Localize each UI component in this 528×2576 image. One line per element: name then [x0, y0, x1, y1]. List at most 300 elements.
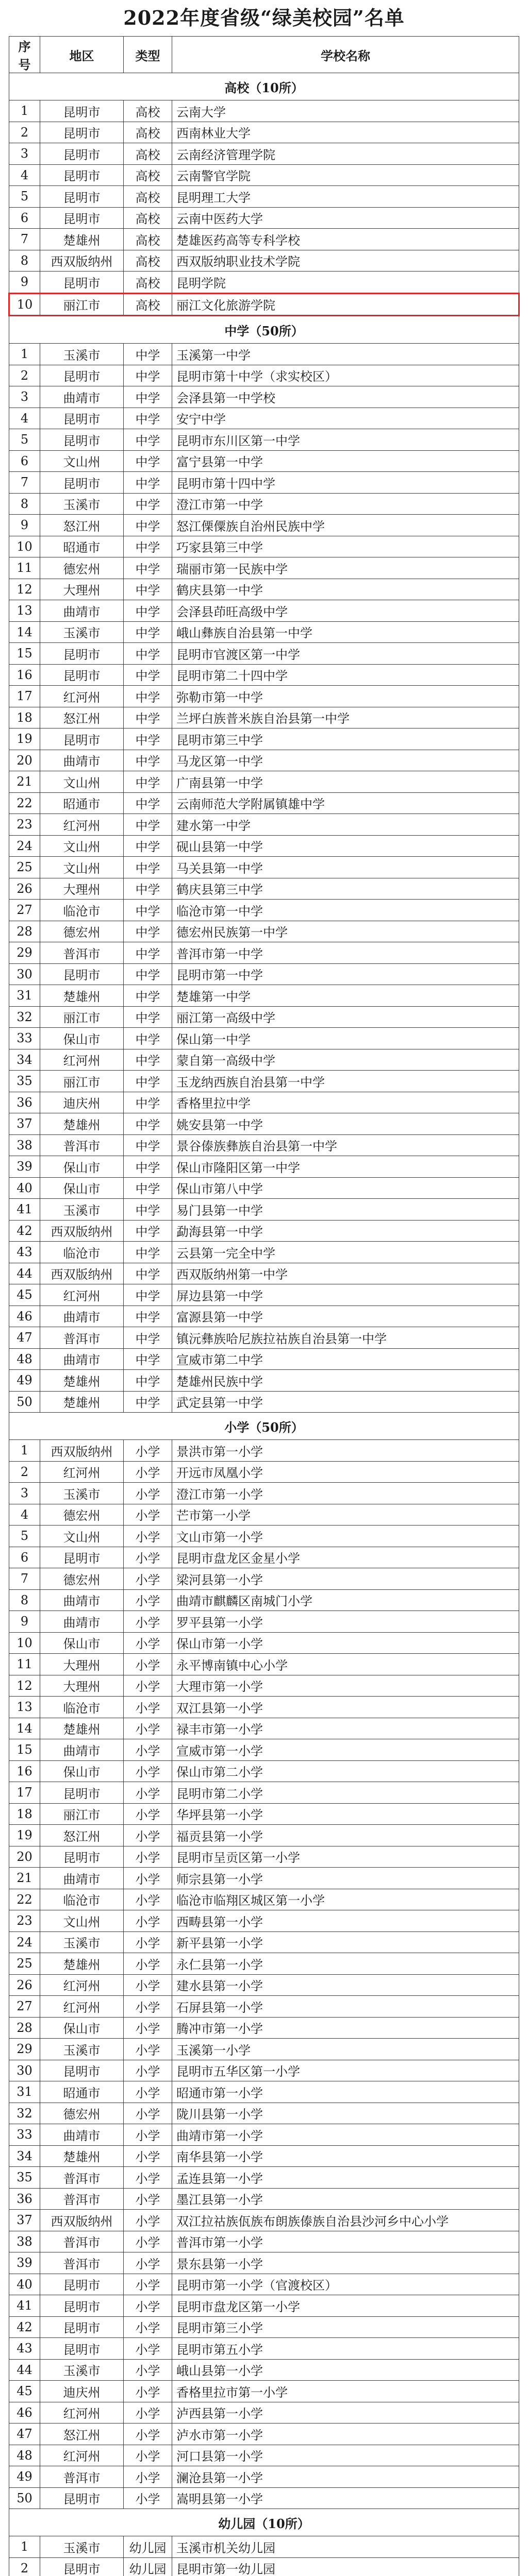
cell-school: 西双版纳职业技术学院: [172, 250, 519, 272]
cell-no: 4: [9, 1504, 40, 1526]
cell-region: 昆明市: [40, 2338, 124, 2360]
cell-type: 小学: [124, 2252, 172, 2274]
cell-region: 保山市: [40, 1632, 124, 1654]
cell-no: 5: [9, 429, 40, 451]
cell-region: 红河州: [40, 1461, 124, 1483]
cell-no: 7: [9, 1568, 40, 1590]
header-region: 地区: [40, 37, 124, 73]
cell-school: 马龙区第一中学: [172, 750, 519, 771]
cell-no: 44: [9, 1263, 40, 1284]
table-row: [9, 2274, 519, 2295]
cell-type: 小学: [124, 1611, 172, 1633]
table-row: [9, 2231, 519, 2252]
cell-type: 小学: [124, 2167, 172, 2189]
cell-region: 保山市: [40, 1156, 124, 1178]
cell-no: 40: [9, 1177, 40, 1199]
cell-region: 昆明市: [40, 429, 124, 451]
cell-type: 小学: [124, 1825, 172, 1846]
cell-school: 昆明市五华区第一小学: [172, 2060, 519, 2081]
cell-type: 中学: [124, 1177, 172, 1199]
cell-region: 临沧市: [40, 1697, 124, 1718]
cell-type: 中学: [124, 1242, 172, 1263]
table-row: [9, 1306, 519, 1327]
cell-school: 德宏州民族第一中学: [172, 921, 519, 942]
cell-region: 玉溪市: [40, 1483, 124, 1504]
cell-region: 玉溪市: [40, 621, 124, 643]
cell-type: 中学: [124, 1028, 172, 1049]
cell-region: 普洱市: [40, 1327, 124, 1349]
cell-no: 34: [9, 2145, 40, 2167]
cell-type: 高校: [124, 207, 172, 229]
table-row: [9, 579, 519, 600]
cell-school: 昆明市第十四中学: [172, 472, 519, 494]
cell-no: 15: [9, 1739, 40, 1761]
table-row: [9, 272, 519, 294]
table-row: [9, 2252, 519, 2274]
cell-region: 昆明市: [40, 643, 124, 665]
cell-school: 罗平县第一小学: [172, 1611, 519, 1633]
cell-region: 昆明市: [40, 963, 124, 985]
table-row: [9, 963, 519, 985]
cell-type: 中学: [124, 942, 172, 964]
table-row: [9, 2487, 519, 2509]
cell-type: 中学: [124, 1006, 172, 1028]
cell-school: 丽江文化旅游学院: [172, 293, 519, 316]
cell-school: 西畴县第一小学: [172, 1910, 519, 1932]
cell-region: 怒江州: [40, 2424, 124, 2445]
cell-type: 中学: [124, 921, 172, 942]
cell-no: 30: [9, 963, 40, 985]
table-row: [9, 1718, 519, 1739]
table-row: [9, 707, 519, 728]
cell-school: 禄丰市第一小学: [172, 1718, 519, 1739]
cell-type: 中学: [124, 1113, 172, 1135]
cell-no: 14: [9, 621, 40, 643]
cell-region: 文山州: [40, 1526, 124, 1547]
section-label: 幼儿园（10所）: [9, 2509, 519, 2536]
cell-school: 玉溪市机关幼儿园: [172, 2536, 519, 2558]
table-row: [9, 515, 519, 536]
table-row: [9, 450, 519, 472]
table-row: [9, 1739, 519, 1761]
cell-type: 小学: [124, 2487, 172, 2509]
cell-no: 3: [9, 386, 40, 408]
cell-no: 9: [9, 1611, 40, 1633]
cell-school: 文山市第一小学: [172, 1526, 519, 1547]
cell-region: 红河州: [40, 686, 124, 707]
cell-region: 楚雄州: [40, 1113, 124, 1135]
cell-school: 泸水市第一小学: [172, 2424, 519, 2445]
table-row: [9, 100, 519, 122]
table-row: [9, 2402, 519, 2424]
cell-no: 38: [9, 1134, 40, 1156]
cell-school: 建水第一中学: [172, 814, 519, 836]
cell-school: 临沧市临翔区城区第一小学: [172, 1889, 519, 1910]
cell-school: 澜沧县第一小学: [172, 2466, 519, 2488]
cell-type: 中学: [124, 450, 172, 472]
cell-region: 临沧市: [40, 1889, 124, 1910]
cell-type: 高校: [124, 293, 172, 316]
table-row: [9, 2445, 519, 2466]
table-row: [9, 686, 519, 707]
cell-school: 姚安县第一中学: [172, 1113, 519, 1135]
cell-no: 6: [9, 450, 40, 472]
table-row: [9, 2424, 519, 2445]
cell-type: 小学: [124, 1568, 172, 1590]
table-row: [9, 1760, 519, 1782]
cell-region: 普洱市: [40, 2188, 124, 2210]
table-body: [9, 73, 519, 2576]
cell-region: 保山市: [40, 2017, 124, 2039]
cell-type: 中学: [124, 814, 172, 836]
cell-no: 42: [9, 2316, 40, 2338]
table-row: [9, 1327, 519, 1349]
cell-no: 33: [9, 1028, 40, 1049]
cell-region: 丽江市: [40, 293, 124, 316]
cell-school: 南华县第一小学: [172, 2145, 519, 2167]
cell-no: 11: [9, 1654, 40, 1675]
cell-type: 小学: [124, 2424, 172, 2445]
cell-no: 6: [9, 1547, 40, 1568]
cell-no: 4: [9, 164, 40, 186]
table-row: [9, 1803, 519, 1825]
cell-no: 12: [9, 579, 40, 600]
cell-school: 云南警官学院: [172, 164, 519, 186]
table-row: [9, 2295, 519, 2317]
cell-no: 2: [9, 122, 40, 143]
cell-no: 8: [9, 1589, 40, 1611]
section-label: 高校（10所）: [9, 73, 519, 100]
section-label: 中学（50所）: [9, 316, 519, 344]
cell-region: 西双版纳州: [40, 1440, 124, 1462]
cell-type: 小学: [124, 1526, 172, 1547]
cell-no: 24: [9, 1931, 40, 1953]
cell-school: 昆明市盘龙区第一小学: [172, 2295, 519, 2317]
cell-type: 幼儿园: [124, 2557, 172, 2576]
table-row: [9, 229, 519, 250]
table-row: [9, 900, 519, 921]
cell-no: 38: [9, 2231, 40, 2252]
cell-school: 玉龙纳西族自治县第一中学: [172, 1071, 519, 1092]
table-row: [9, 1825, 519, 1846]
cell-type: 中学: [124, 1049, 172, 1071]
cell-school: 双江拉祜族佤族布朗族傣族自治县沙河乡中心小学: [172, 2210, 519, 2231]
cell-school: 香格里拉中学: [172, 1092, 519, 1113]
cell-school: 普洱市第一小学: [172, 2231, 519, 2252]
cell-school: 楚雄州民族中学: [172, 1370, 519, 1392]
cell-no: 1: [9, 100, 40, 122]
cell-no: 5: [9, 1526, 40, 1547]
cell-no: 37: [9, 1113, 40, 1135]
cell-school: 永平博南镇中心小学: [172, 1654, 519, 1675]
cell-school: 开远市凤凰小学: [172, 1461, 519, 1483]
cell-school: 安宁中学: [172, 408, 519, 429]
cell-no: 23: [9, 1910, 40, 1932]
cell-region: 红河州: [40, 814, 124, 836]
cell-no: 1: [9, 1440, 40, 1462]
table-row: [9, 2145, 519, 2167]
cell-type: 小学: [124, 1632, 172, 1654]
cell-no: 21: [9, 1868, 40, 1889]
table-row: [9, 621, 519, 643]
cell-no: 34: [9, 1049, 40, 1071]
header-no: 序号: [9, 37, 40, 73]
cell-type: 小学: [124, 2381, 172, 2402]
cell-region: 大理州: [40, 1654, 124, 1675]
cell-school: 曲靖市麒麟区南城门小学: [172, 1589, 519, 1611]
cell-school: 云南大学: [172, 100, 519, 122]
cell-school: 师宗县第一小学: [172, 1868, 519, 1889]
cell-region: 玉溪市: [40, 2359, 124, 2381]
cell-region: 丽江市: [40, 1071, 124, 1092]
table-row: [9, 1782, 519, 1804]
table-row: [9, 429, 519, 451]
cell-region: 昆明市: [40, 2274, 124, 2295]
cell-school: 保山第一中学: [172, 1028, 519, 1049]
table-row: [9, 1370, 519, 1392]
cell-school: 昭通市第一小学: [172, 2081, 519, 2103]
cell-no: 49: [9, 1370, 40, 1392]
cell-school: 香格里拉市第一小学: [172, 2381, 519, 2402]
cell-region: 楚雄州: [40, 229, 124, 250]
cell-type: 中学: [124, 579, 172, 600]
cell-type: 中学: [124, 493, 172, 515]
cell-region: 玉溪市: [40, 2039, 124, 2060]
table-row: [9, 985, 519, 1007]
cell-region: 文山州: [40, 857, 124, 878]
section-header: [9, 1413, 519, 1440]
cell-no: 40: [9, 2274, 40, 2295]
section-header: [9, 73, 519, 100]
cell-region: 曲靖市: [40, 600, 124, 622]
table-row: [9, 1199, 519, 1221]
cell-type: 中学: [124, 365, 172, 386]
cell-region: 迪庆州: [40, 2381, 124, 2402]
table-row: [9, 1953, 519, 1975]
cell-type: 小学: [124, 2188, 172, 2210]
cell-type: 中学: [124, 557, 172, 579]
cell-no: 15: [9, 643, 40, 665]
cell-type: 小学: [124, 1782, 172, 1804]
page-title: 2022年度省级“绿美校园”名单: [123, 6, 405, 29]
cell-region: 昆明市: [40, 472, 124, 494]
cell-no: 41: [9, 1199, 40, 1221]
cell-type: 小学: [124, 2445, 172, 2466]
cell-type: 中学: [124, 1220, 172, 1242]
table-row: [9, 1697, 519, 1718]
table-row: [9, 1156, 519, 1178]
cell-region: 保山市: [40, 1760, 124, 1782]
cell-no: 49: [9, 2466, 40, 2488]
table-row: [9, 1028, 519, 1049]
cell-region: 昆明市: [40, 122, 124, 143]
cell-region: 德宏州: [40, 557, 124, 579]
cell-type: 中学: [124, 344, 172, 365]
cell-type: 中学: [124, 600, 172, 622]
table-row: [9, 792, 519, 814]
cell-no: 16: [9, 664, 40, 686]
cell-region: 文山州: [40, 1910, 124, 1932]
cell-region: 大理州: [40, 1675, 124, 1697]
table-row: [9, 493, 519, 515]
table-row: [9, 1846, 519, 1868]
cell-type: 小学: [124, 1739, 172, 1761]
cell-no: 2: [9, 2557, 40, 2576]
table-row: [9, 1675, 519, 1697]
cell-type: 中学: [124, 1370, 172, 1392]
cell-no: 17: [9, 1782, 40, 1804]
cell-school: 勐海县第一中学: [172, 1220, 519, 1242]
cell-region: 红河州: [40, 1974, 124, 1996]
cell-school: 华坪县第一小学: [172, 1803, 519, 1825]
cell-region: 昆明市: [40, 2060, 124, 2081]
table-row: [9, 2103, 519, 2124]
table-row: [9, 2124, 519, 2146]
cell-no: 43: [9, 2338, 40, 2360]
cell-region: 德宏州: [40, 2103, 124, 2124]
cell-school: 景洪市第一小学: [172, 1440, 519, 1462]
table-row: [9, 857, 519, 878]
table-row: [9, 600, 519, 622]
cell-region: 昆明市: [40, 1782, 124, 1804]
cell-school: 澄江市第一小学: [172, 1483, 519, 1504]
cell-type: 小学: [124, 1461, 172, 1483]
table-row: [9, 1974, 519, 1996]
cell-no: 19: [9, 728, 40, 750]
cell-region: 楚雄州: [40, 1391, 124, 1413]
cell-type: 中学: [124, 1156, 172, 1178]
cell-no: 5: [9, 186, 40, 208]
cell-region: 西双版纳州: [40, 1263, 124, 1284]
cell-no: 4: [9, 408, 40, 429]
cell-type: 中学: [124, 900, 172, 921]
cell-school: 屏边县第一中学: [172, 1284, 519, 1306]
cell-school: 景东县第一小学: [172, 2252, 519, 2274]
cell-school: 孟连县第一小学: [172, 2167, 519, 2189]
cell-type: 中学: [124, 686, 172, 707]
cell-school: 蒙自第一高级中学: [172, 1049, 519, 1071]
cell-school: 云县第一完全中学: [172, 1242, 519, 1263]
cell-no: 10: [9, 536, 40, 557]
table-row: [9, 1006, 519, 1028]
table-row: [9, 1263, 519, 1284]
cell-school: 昆明市第一小学（官渡校区）: [172, 2274, 519, 2295]
cell-no: 32: [9, 1006, 40, 1028]
cell-region: 曲靖市: [40, 386, 124, 408]
cell-no: 32: [9, 2103, 40, 2124]
cell-region: 临沧市: [40, 1242, 124, 1263]
table-row: [9, 1910, 519, 1932]
cell-school: 景谷傣族彝族自治县第一中学: [172, 1134, 519, 1156]
cell-no: 36: [9, 1092, 40, 1113]
cell-type: 小学: [124, 1953, 172, 1975]
cell-school: 保山市第八中学: [172, 1177, 519, 1199]
cell-no: 42: [9, 1220, 40, 1242]
table-row: [9, 2316, 519, 2338]
cell-type: 小学: [124, 1589, 172, 1611]
table-row: [9, 1568, 519, 1590]
table-row: [9, 1461, 519, 1483]
cell-type: 小学: [124, 1547, 172, 1568]
cell-region: 普洱市: [40, 2231, 124, 2252]
cell-type: 高校: [124, 122, 172, 143]
table-row: [9, 1547, 519, 1568]
cell-school: 福贡县第一小学: [172, 1825, 519, 1846]
cell-region: 昆明市: [40, 143, 124, 165]
table-row: [9, 408, 519, 429]
table-row: [9, 2338, 519, 2360]
cell-type: 中学: [124, 1092, 172, 1113]
cell-school: 西双版纳州第一中学: [172, 1263, 519, 1284]
cell-region: 曲靖市: [40, 750, 124, 771]
table-row: [9, 878, 519, 900]
cell-type: 中学: [124, 750, 172, 771]
cell-region: 丽江市: [40, 1006, 124, 1028]
cell-type: 高校: [124, 229, 172, 250]
table-row: [9, 1868, 519, 1889]
cell-type: 高校: [124, 186, 172, 208]
cell-school: 昆明市盘龙区金星小学: [172, 1547, 519, 1568]
cell-type: 小学: [124, 1675, 172, 1697]
table-row: [9, 2536, 519, 2558]
cell-no: 18: [9, 1803, 40, 1825]
cell-school: 会泽县茚旺高级中学: [172, 600, 519, 622]
cell-type: 中学: [124, 985, 172, 1007]
cell-region: 怒江州: [40, 707, 124, 728]
table-row: [9, 942, 519, 964]
cell-type: 小学: [124, 2231, 172, 2252]
table-row: [9, 365, 519, 386]
cell-region: 曲靖市: [40, 1589, 124, 1611]
cell-region: 西双版纳州: [40, 250, 124, 272]
cell-no: 47: [9, 1327, 40, 1349]
cell-type: 小学: [124, 2338, 172, 2360]
table-row: [9, 1134, 519, 1156]
cell-region: 玉溪市: [40, 1199, 124, 1221]
cell-type: 中学: [124, 664, 172, 686]
header-type: 类型: [124, 37, 172, 73]
cell-type: 中学: [124, 1306, 172, 1327]
cell-school: 昆明市呈贡区第一小学: [172, 1846, 519, 1868]
cell-no: 50: [9, 2487, 40, 2509]
cell-no: 46: [9, 1306, 40, 1327]
table-row: [9, 1889, 519, 1910]
cell-school: 昆明市第二小学: [172, 1782, 519, 1804]
cell-no: 24: [9, 835, 40, 857]
table-row: [9, 1526, 519, 1547]
cell-no: 17: [9, 686, 40, 707]
cell-region: 曲靖市: [40, 2124, 124, 2146]
table-row: [9, 1611, 519, 1633]
cell-type: 中学: [124, 1071, 172, 1092]
table-row: [9, 2210, 519, 2231]
cell-type: 小学: [124, 1910, 172, 1932]
cell-type: 小学: [124, 1697, 172, 1718]
cell-region: 昆明市: [40, 186, 124, 208]
cell-region: 普洱市: [40, 942, 124, 964]
cell-school: 曲靖市第一小学: [172, 2124, 519, 2146]
cell-region: 玉溪市: [40, 1931, 124, 1953]
cell-type: 中学: [124, 835, 172, 857]
cell-no: 2: [9, 365, 40, 386]
cell-no: 39: [9, 2252, 40, 2274]
cell-type: 高校: [124, 272, 172, 294]
cell-no: 47: [9, 2424, 40, 2445]
table-row: [9, 1996, 519, 2018]
table-row: [9, 536, 519, 557]
cell-no: 25: [9, 1953, 40, 1975]
cell-no: 11: [9, 557, 40, 579]
